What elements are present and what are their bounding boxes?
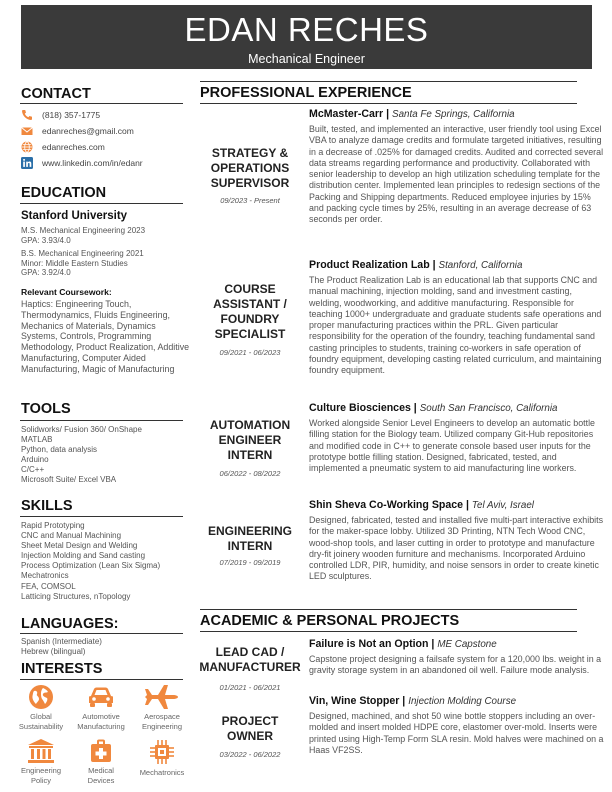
- company-name: Product Realization Lab: [309, 259, 430, 271]
- job-role: [195, 282, 305, 342]
- job-company-line: Culture Biosciences | South San Francisco, California: [309, 402, 558, 414]
- role-line: ENGINEER: [218, 433, 282, 447]
- project-name: Failure is Not an Option: [309, 638, 429, 650]
- tool-item: Solidworks/ Fusion 360/ OnShape: [21, 425, 142, 434]
- languages-list: [21, 637, 193, 657]
- name-heading: EDAN RECHES: [184, 11, 429, 48]
- role-line: MANUFACTURER: [199, 660, 301, 674]
- role-line: ASSISTANT /: [213, 297, 287, 311]
- experience-rule: [200, 103, 577, 104]
- gpa-line: GPA: 3.92/4.0: [21, 268, 71, 278]
- skill-item: CNC and Manual Machining: [21, 531, 122, 541]
- projects-heading: ACADEMIC & PERSONAL PROJECTS: [200, 613, 460, 629]
- interest-item: [132, 738, 192, 778]
- job-company-line: Product Realization Lab | Stanford, California: [309, 259, 523, 271]
- role-line: INTERN: [227, 448, 273, 462]
- role-line: OPERATIONS: [210, 161, 290, 175]
- language-item: Hebrew (bilingual): [21, 647, 86, 657]
- interest-item: [11, 738, 71, 785]
- skills-rule: [20, 516, 183, 517]
- contact-rule: [20, 103, 183, 104]
- interest-label: Automotive: [82, 712, 120, 721]
- job-date: 09/2021 - 06/2023: [219, 348, 281, 357]
- project-title-line: Failure is Not an Option | ME Capstone: [309, 638, 497, 650]
- interest-item: [11, 684, 71, 731]
- projects-top-rule: [200, 609, 577, 610]
- job-date: 06/2022 - 08/2022: [219, 469, 281, 478]
- coursework-text: Haptics: Engineering Touch, Thermodynamics, Fluids Engineering, Mechanics of Materials, Dynamics Systems, Controls, Programming Methodology, Product Realization, Additive Manufacturing, Computer Aided Manufacturing, Magic of Manufacturing: [21, 299, 190, 374]
- tool-item: C/C++: [21, 465, 45, 475]
- project-role: [195, 645, 305, 675]
- skill-item: Sheet Metal Design and Welding: [21, 541, 138, 551]
- job-description: Worked alongside Senior Level Engineers to develop an automatic bottle filling station for the Biology team. Utilized company Git-Hub repositories and modified code in C++ to generate console based user inputs for the prototype bottle filling station. Designed, fabricated, tested, and implemented a pneumatic system to aid manufacturing line workers.: [309, 418, 595, 474]
- role-line: SUPERVISOR: [210, 176, 290, 190]
- role-line: STRATEGY &: [211, 146, 289, 160]
- tool-item: MATLAB: [21, 435, 53, 445]
- role-line: PROJECT: [221, 714, 279, 728]
- medical-icon: [88, 738, 114, 764]
- degree-ms: [21, 226, 191, 245]
- education-heading: EDUCATION: [21, 185, 107, 201]
- job-role: [195, 418, 305, 463]
- skills-heading: SKILLS: [21, 498, 73, 514]
- interest-label: Engineering: [20, 766, 62, 775]
- school-name: Stanford University: [21, 210, 128, 222]
- experience-heading: PROFESSIONAL EXPERIENCE: [200, 85, 412, 101]
- contact-list: [21, 107, 191, 171]
- contact-linkedin[interactable]: [21, 155, 191, 171]
- tool-item: Python, data analysis: [21, 445, 98, 455]
- project-description: Capstone project designing a failsafe system for a 120,000 lbs. weight in a gravity storage system in an abandoned oil well. Failure mode analysis.: [309, 654, 602, 676]
- header-banner: [21, 5, 592, 69]
- languages-heading: LANGUAGES:: [21, 616, 119, 632]
- job-description: Built, tested, and implemented an interactive, user friendly tool using Excel VBA to analyze damage credits and formulate targeted initiatives, resulting in a decrease of .025% for damaged credits. Audited and corrected several data streams regarding performance and productivity. Collaborated with senior leadership to develop an high utilization scheduling template for the distribution center. Implemented lean principles to redesign sections of the Packing and Shipping departments. Reduced employee injuries by 15% and packing cycle times by 25%, resulting in an average decrease of 63 seconds per order.: [309, 124, 604, 225]
- interest-label: Aerospace: [144, 712, 180, 721]
- job-title: Mechanical Engineer: [248, 52, 365, 66]
- contact-email[interactable]: [21, 123, 191, 139]
- skill-item: Latticing Structures, nTopology: [21, 591, 131, 601]
- company-name: Culture Biosciences: [309, 402, 411, 414]
- tools-heading: TOOLS: [21, 401, 71, 417]
- role-line: AUTOMATION: [209, 418, 291, 432]
- interest-item: [71, 738, 131, 785]
- interest-label: Engineering: [141, 721, 183, 731]
- job-role: [195, 146, 305, 191]
- company-name: McMaster-Carr: [309, 108, 384, 120]
- degree-line: M.S. Mechanical Engineering 2023: [21, 226, 146, 235]
- skill-item: Process Optimization (Lean Six Sigma): [21, 561, 161, 571]
- language-item: Spanish (Intermediate): [21, 637, 102, 646]
- car-icon: [86, 684, 116, 710]
- globe-icon: [28, 684, 54, 710]
- phone-text: (818) 357-1775: [42, 110, 101, 120]
- project-name: Vin, Wine Stopper: [309, 695, 400, 707]
- job-description: The Product Realization Lab is an educational lab that supports CNC and manual machining, injection molding, sand and investment casting, welding, woodworking, and additive manufacturing. Responsible for teaching 1000+ undergraduate and graduate students safe operations and proper manufacturing practices within the PRL. Given particular responsibility for the operation of the foundry, teaching fundamental sand casting principles to students, training co-workers in safe operation of foundry equipment, developing casting related curriculum, and maintaining foundry equipment.: [309, 275, 602, 376]
- role-line: INTERN: [227, 539, 273, 553]
- contact-website[interactable]: [21, 139, 191, 155]
- linkedin-icon: [21, 157, 33, 169]
- role-line: OWNER: [227, 729, 273, 743]
- interest-item: [132, 684, 192, 731]
- project-context: ME Capstone: [437, 639, 497, 650]
- education-rule: [20, 203, 183, 204]
- chip-icon: [148, 738, 176, 766]
- projects-rule: [200, 631, 577, 632]
- degree-line: B.S. Mechanical Engineering 2021: [21, 249, 144, 258]
- tools-list: [21, 425, 193, 486]
- company-location: Stanford, California: [438, 260, 523, 271]
- airplane-icon: [145, 684, 179, 710]
- email-text: edanreches@gmail.com: [42, 126, 134, 136]
- project-title-line: Vin, Wine Stopper | Injection Molding Course: [309, 695, 517, 707]
- project-role: [195, 714, 305, 744]
- project-description: Designed, machined, and shot 50 wine bottle stoppers including an over-molded and insert molded HDPE core, elastomer over-mold. Inserts were printed using High-Temp Form SLA resin. Mold halves were machined on a Haas VF2SS.: [309, 711, 604, 755]
- experience-top-rule: [200, 81, 577, 82]
- interest-label: Policy: [30, 775, 51, 785]
- project-date: 03/2022 - 06/2022: [219, 750, 281, 759]
- company-location: Santa Fe Springs, California: [392, 109, 515, 120]
- contact-heading: CONTACT: [21, 86, 91, 102]
- interest-item: [71, 684, 131, 731]
- interests-rule: [20, 679, 183, 680]
- languages-rule: [20, 633, 183, 634]
- interest-label: Mechatronics: [139, 768, 185, 777]
- tool-item: Arduino: [21, 455, 49, 465]
- role-line: FOUNDRY: [220, 312, 280, 326]
- company-location: South San Francisco, California: [419, 403, 558, 414]
- skill-item: Mechatronics: [21, 571, 69, 581]
- skill-item: Rapid Prototyping: [21, 521, 85, 530]
- gpa-line: GPA: 3.93/4.0: [21, 235, 71, 245]
- project-date: 01/2021 - 06/2021: [219, 683, 281, 692]
- interest-label: Manufacturing: [77, 721, 125, 731]
- role-line: LEAD CAD /: [215, 645, 285, 659]
- skill-item: FEA, COMSOL: [21, 581, 76, 591]
- job-date: 09/2023 - Present: [220, 196, 280, 205]
- tools-rule: [20, 420, 183, 421]
- tool-item: Microsoft Suite/ Excel VBA: [21, 475, 117, 485]
- job-role: [195, 524, 305, 554]
- website-text: edanreches.com: [42, 142, 105, 152]
- phone-icon: [21, 109, 33, 121]
- company-name: Shin Sheva Co-Working Space: [309, 499, 464, 511]
- minor-line: Minor: Middle Eastern Studies: [21, 258, 128, 268]
- job-company-line: McMaster-Carr | Santa Fe Springs, California: [309, 108, 515, 120]
- interests-heading: INTERESTS: [21, 661, 103, 677]
- interest-label: Global: [30, 712, 52, 721]
- role-line: SPECIALIST: [214, 327, 286, 341]
- role-line: COURSE: [224, 282, 276, 296]
- linkedin-text: www.linkedin.com/in/edanr: [42, 158, 143, 168]
- skill-item: Injection Molding and Sand casting: [21, 551, 146, 561]
- job-company-line: Shin Sheva Co-Working Space | Tel Aviv, Israel: [309, 499, 534, 511]
- project-context: Injection Molding Course: [408, 696, 517, 707]
- contact-phone[interactable]: [21, 107, 191, 123]
- interest-label: Devices: [87, 775, 115, 785]
- skills-list: [21, 521, 193, 602]
- company-location: Tel Aviv, Israel: [471, 500, 534, 511]
- job-date: 07/2019 - 09/2019: [219, 558, 281, 567]
- email-icon: [21, 125, 33, 137]
- coursework-label: Relevant Coursework:: [21, 287, 112, 297]
- job-description: Designed, fabricated, tested and installed five multi-part interactive exhibits for the maker-space lobby. Utilized 3D Printing, NTN Tech Wood CNC, wood-shop tools, and laser cutting in order to prototype and manufacture dry-fit joinery wooden furniture and mechanisms. Incorporated Arduino controlled LDR, PIR, humidity, and noise sensors in order to create kinetic LED sculptures.: [309, 515, 604, 582]
- interest-label: Sustainability: [18, 721, 64, 731]
- role-line: ENGINEERING: [207, 524, 292, 538]
- interest-label: Medical: [88, 766, 114, 775]
- government-icon: [26, 738, 56, 764]
- website-icon: [21, 141, 33, 153]
- degree-bs: [21, 249, 191, 278]
